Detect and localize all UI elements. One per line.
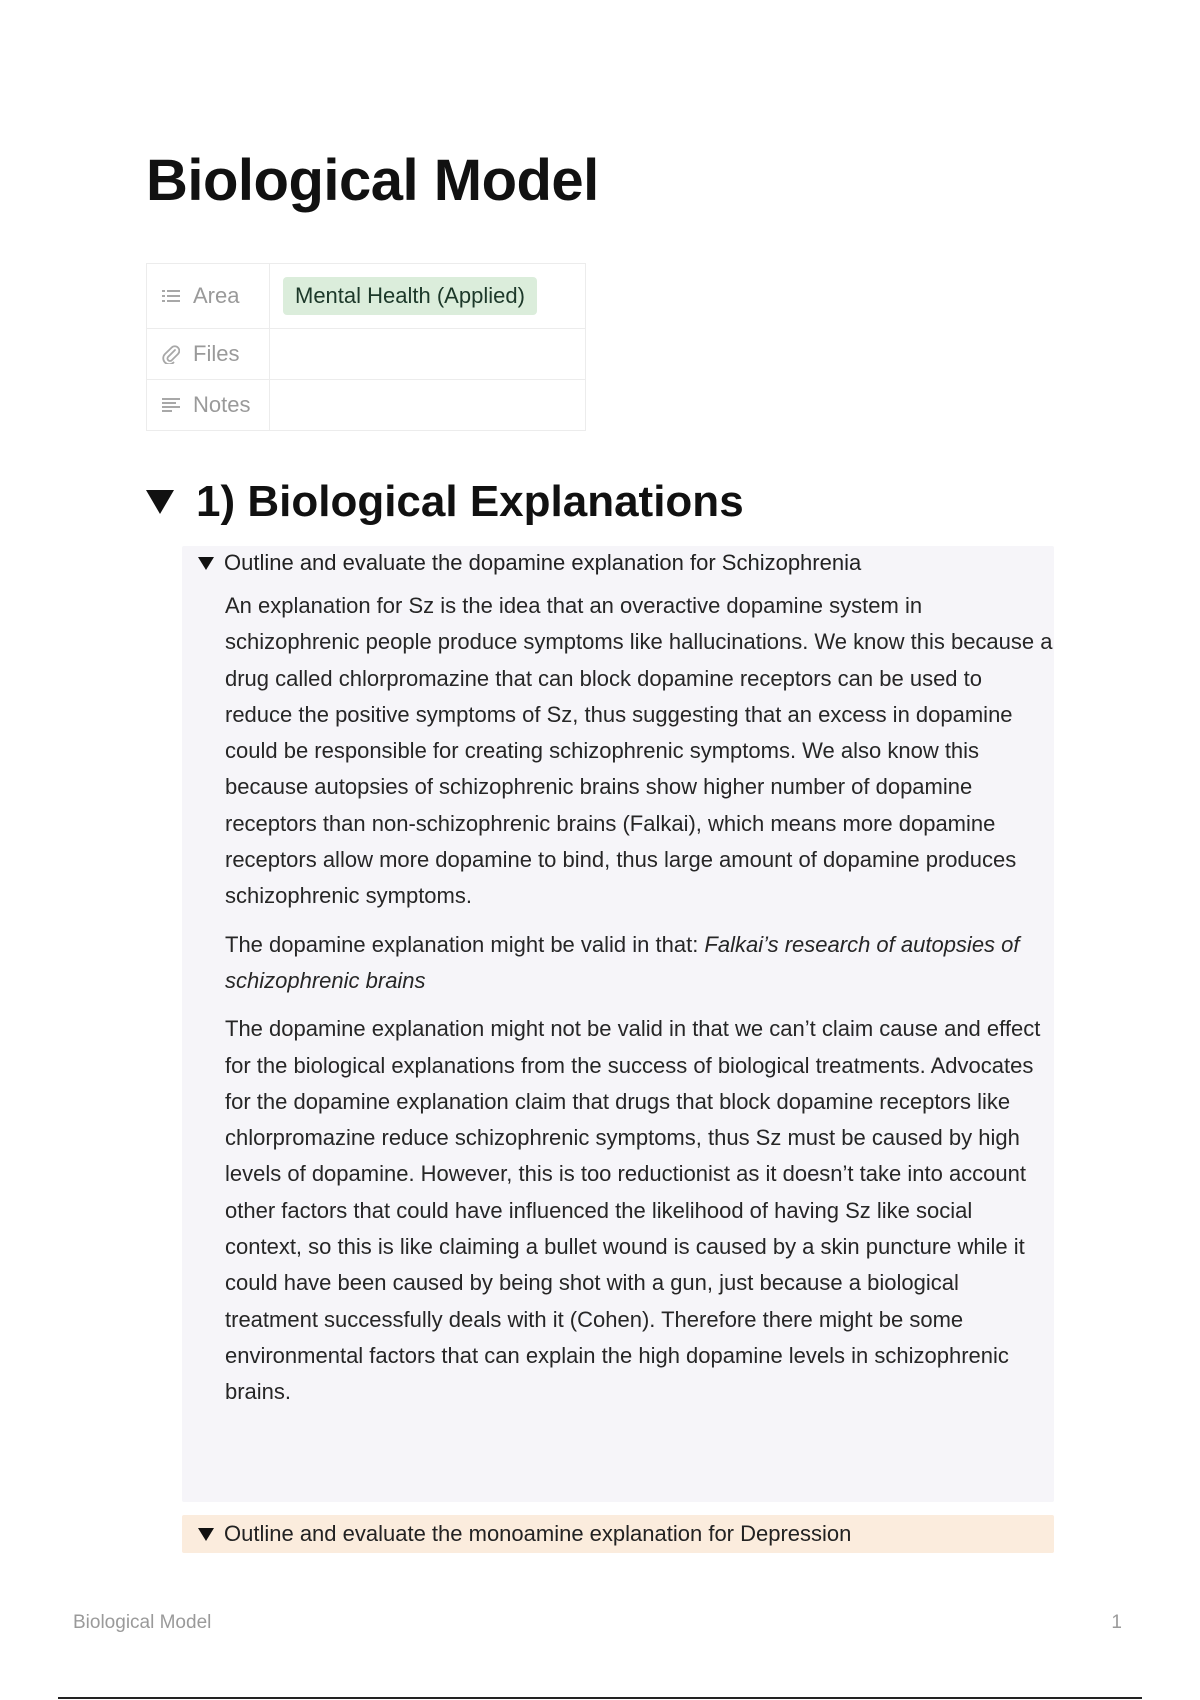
property-key-label: Files [193,341,240,366]
properties-table [146,263,586,431]
triangle-down-icon[interactable] [146,490,174,514]
triangle-down-icon[interactable] [198,557,214,570]
section-heading-toggle[interactable] [146,475,744,529]
property-row-area[interactable] [147,264,586,329]
property-key [147,264,270,329]
property-row-notes[interactable] [147,380,586,431]
property-value[interactable] [270,264,586,329]
section-heading-text: 1) Biological Explanations [196,477,744,526]
page-title: Biological Model [146,148,599,213]
triangle-down-icon[interactable] [198,1528,214,1541]
toggle-header[interactable] [182,1515,1054,1553]
area-tag[interactable]: Mental Health (Applied) [283,277,537,315]
property-key [147,380,270,431]
toggle-body [182,580,1055,1411]
text-lines-icon [161,395,181,415]
property-value-notes[interactable] [270,380,586,431]
toggle-block-monoamine[interactable] [182,1515,1054,1553]
validity-prefix: The dopamine explanation might be valid in that: [225,931,705,957]
list-icon [161,286,181,306]
toggle-title: Outline and evaluate the dopamine explanation for Schizophrenia [224,550,862,575]
toggle-title: Outline and evaluate the monoamine explanation for Depression [224,1521,852,1546]
toggle-block-dopamine[interactable] [182,546,1054,1502]
footer-page-number: 1 [1111,1612,1122,1633]
property-key-label: Notes [193,392,251,417]
footer-document-title: Biological Model [73,1612,212,1633]
toggle-header[interactable] [182,546,1054,580]
validity-evidence: Falkai’s research of autopsies of schizophrenic brains [225,931,1020,993]
paragraph-explanation: An explanation for Sz is the idea that an overactive dopamine system in schizophrenic people produce symptoms like hallucinations. We know this because a drug called chlorpromazine that can block dopamine receptors can be used to reduce the positive symptoms of Sz, thus suggesting that an excess in dopamine could be responsible for creating schizophrenic symptoms. We also know this because autopsies of schizophrenic brains show higher number of dopamine receptors than non-schizophrenic brains (Falkai), which means more dopamine receptors allow more dopamine to bind, thus large amount of dopamine produces schizophrenic symptoms. [225,593,1053,909]
footer-divider [58,1697,1142,1699]
paragraph-evaluation: The dopamine explanation might not be valid in that we can’t claim cause and effect for the biological explanations from the success of biological treatments. Advocates for the dopamine explanation claim that drugs that block dopamine receptors like chlorpromazine reduce schizophrenic symptoms, thus Sz must be caused by high levels of dopamine. However, this is too reductionist as it doesn’t take into account other factors that could have influenced the likelihood of having Sz like social context, so this is like claiming a bullet wound is caused by a skin puncture while it could have been caused by being shot with a gun, just because a biological treatment successfully deals with it (Cohen). Therefore there might be some environmental factors that can explain the high dopamine levels in schizophrenic brains. [225,1016,1041,1405]
property-key-label: Area [193,283,240,308]
paperclip-icon [161,344,181,364]
property-value-files[interactable] [270,329,586,380]
property-key [147,329,270,380]
paragraph-validity [225,927,1055,1000]
property-row-files[interactable] [147,329,586,380]
